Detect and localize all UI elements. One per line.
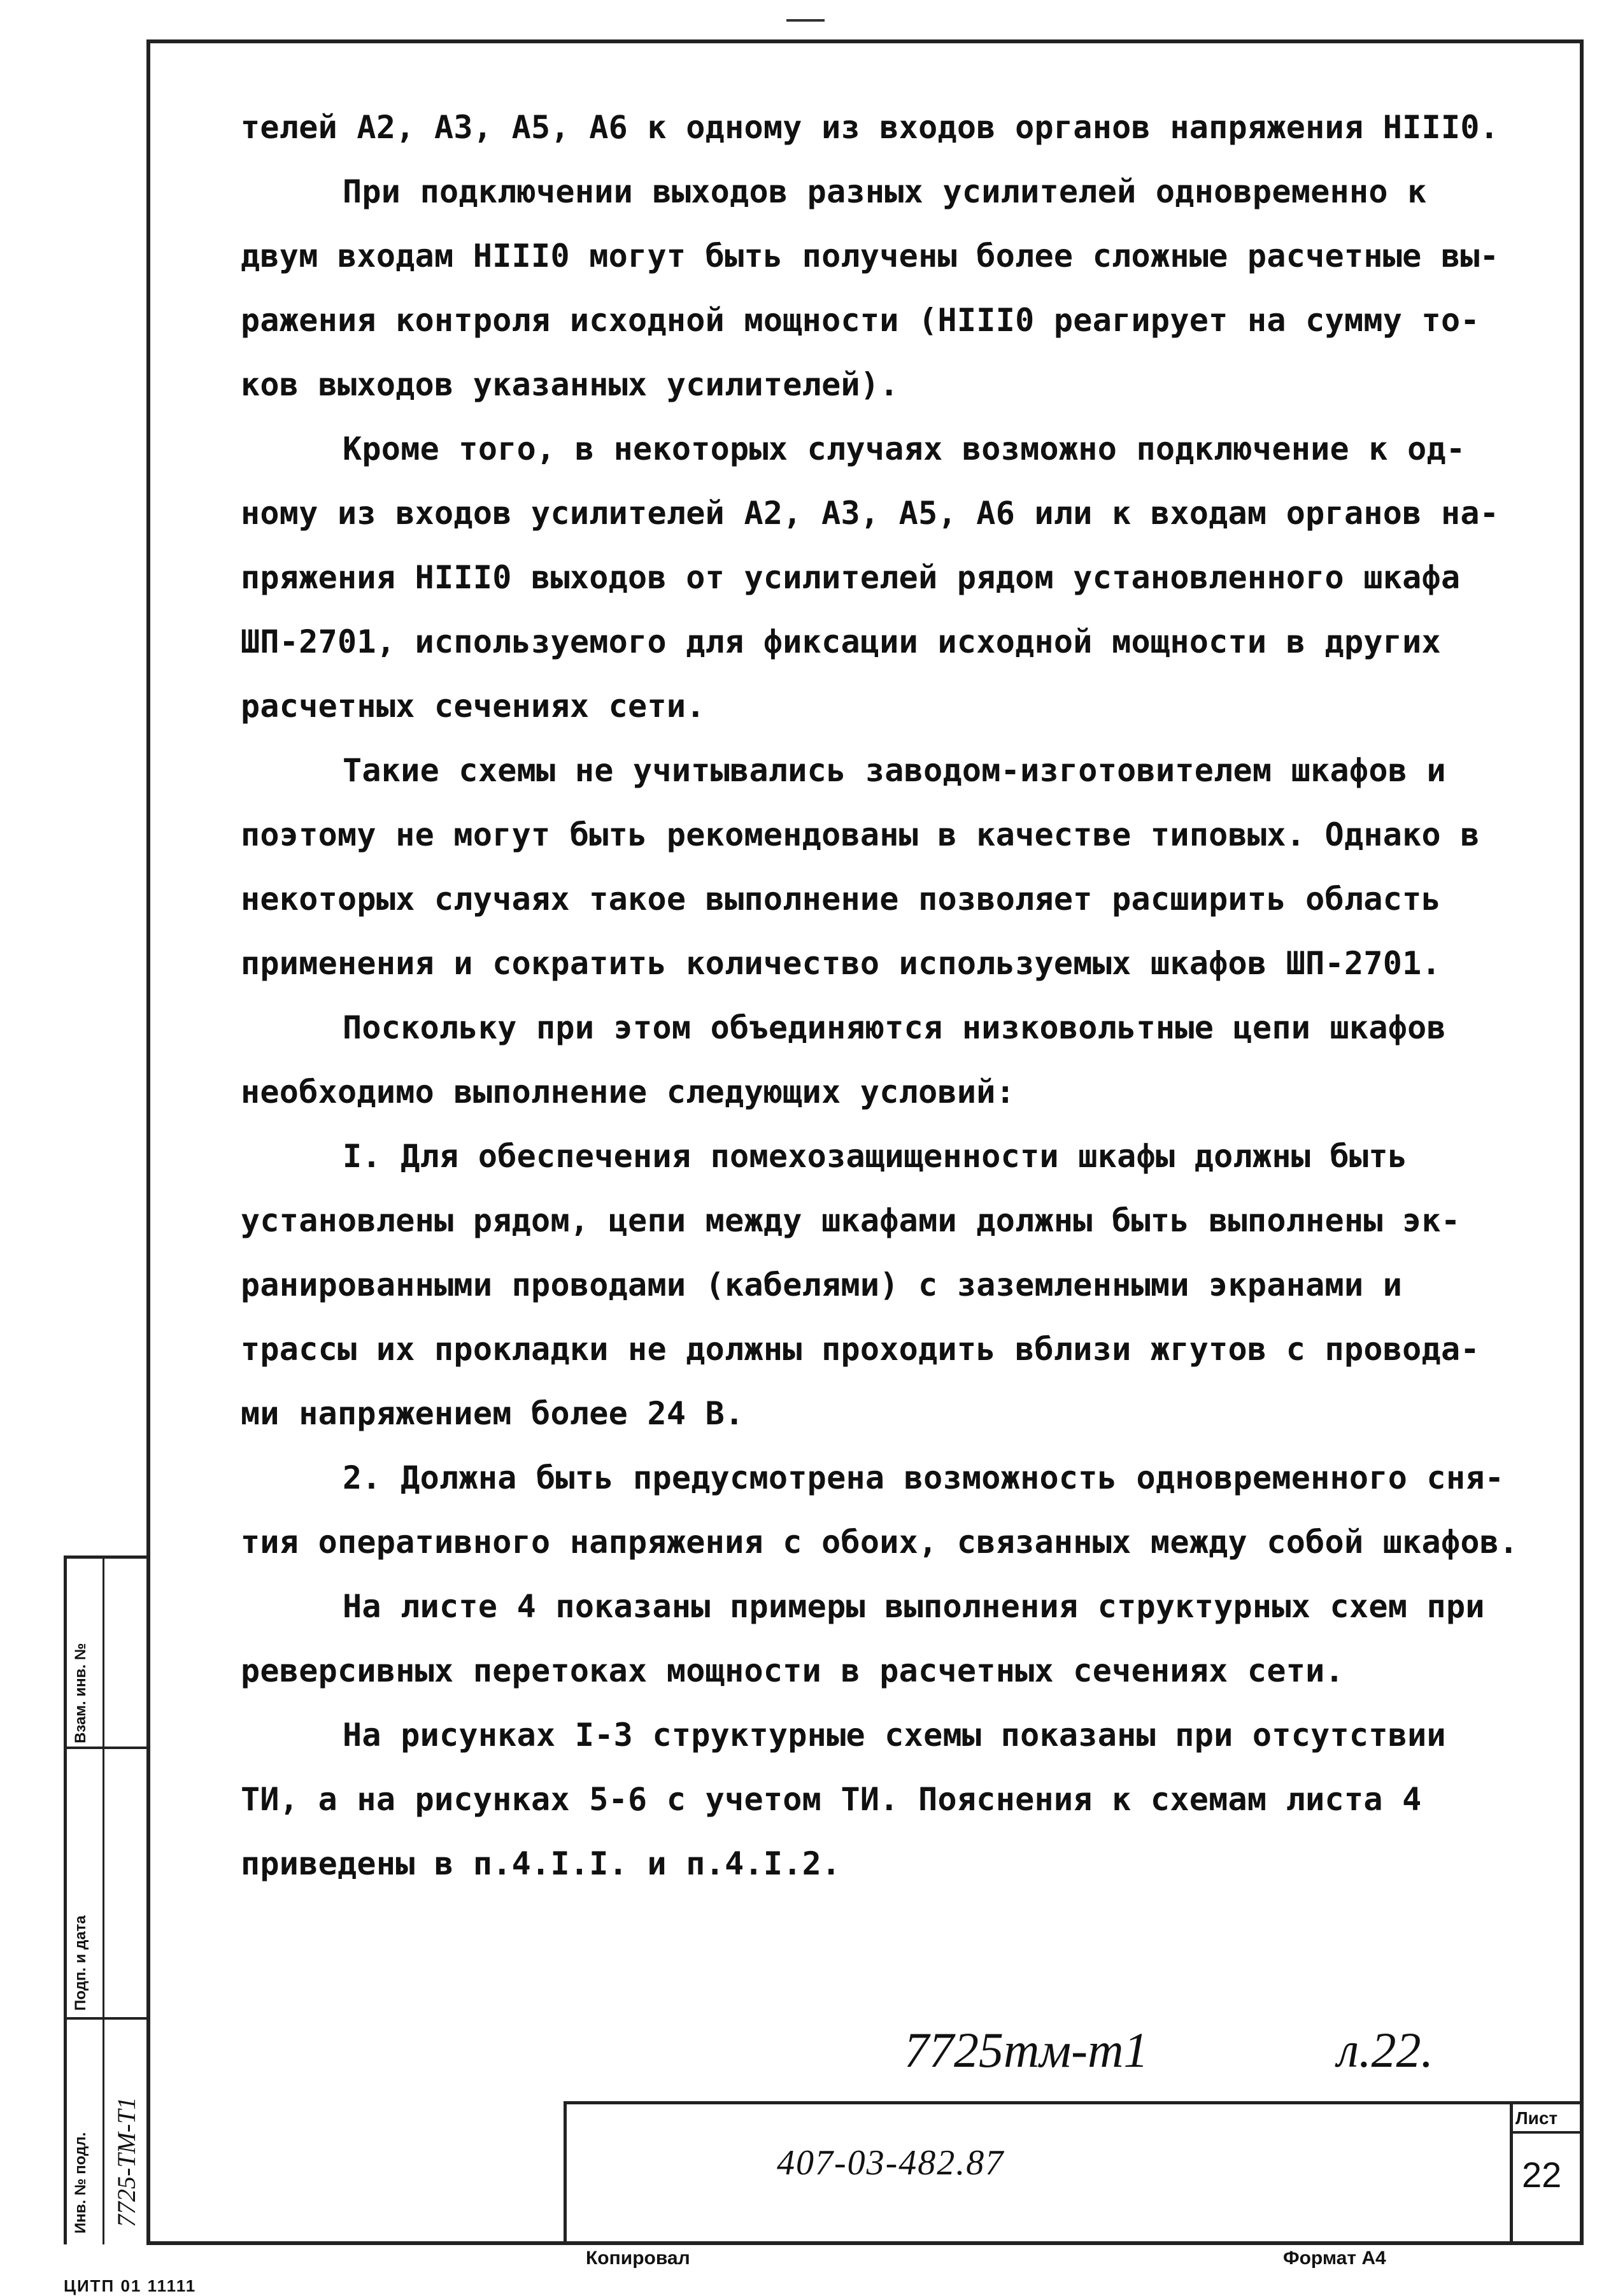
text-line: установлены рядом, цепи между шкафами должны быть выполнены эк- bbox=[241, 1202, 1461, 1239]
text-line: I. Для обеспечения помехозащищенности шкафы должны быть bbox=[343, 1138, 1408, 1175]
text-line: ному из входов усилителей А2, А3, А5, А6 или к входам органов на- bbox=[241, 495, 1500, 532]
text-line: Поскольку при этом объединяются низковольтные цепи шкафов bbox=[343, 1009, 1446, 1046]
inv-original-value: 7725-ТМ-Т1 bbox=[112, 2097, 141, 2227]
text-line: ми напряжением более 24 В. bbox=[241, 1395, 744, 1432]
top-tick-mark bbox=[786, 19, 825, 22]
text-line: ков выходов указанных усилителей). bbox=[241, 366, 899, 403]
text-line: ранированными проводами (кабелями) с заземленными экранами и bbox=[241, 1266, 1403, 1303]
text-line: реверсивных перетоках мощности в расчетных сечениях сети. bbox=[241, 1652, 1344, 1689]
text-line: поэтому не могут быть рекомендованы в качестве типовых. Однако в bbox=[241, 816, 1480, 853]
side-stamp-divider bbox=[67, 2017, 150, 2020]
text-line: ШП-2701, используемого для фиксации исходной мощности в других bbox=[241, 623, 1441, 660]
text-line: тия оперативного напряжения с обоих, связанных между собой шкафов. bbox=[241, 1524, 1519, 1561]
sheet-number: 22 bbox=[1522, 2155, 1562, 2195]
text-line: телей А2, А3, А5, А6 к одному из входов органов напряжения НIII0. bbox=[241, 109, 1500, 146]
text-line: пряжения НIII0 выходов от усилителей рядом установленного шкафа bbox=[241, 559, 1461, 596]
side-stamp-divider bbox=[67, 1747, 150, 1749]
text-line: применения и сократить количество используемых шкафов ШП-2701. bbox=[241, 945, 1441, 982]
text-line: При подключении выходов разных усилителей одновременно к bbox=[343, 173, 1427, 210]
copied-label: Копировал bbox=[586, 2248, 690, 2269]
handwritten-sheet: л.22. bbox=[1337, 2022, 1434, 2078]
inv-original-label: Инв. № подл. bbox=[72, 2132, 89, 2234]
sheet-box bbox=[1510, 2104, 1583, 2241]
text-line: На листе 4 показаны примеры выполнения структурных схем при bbox=[343, 1588, 1485, 1625]
replaced-inv-label: Взам. инв. № bbox=[72, 1643, 89, 1743]
text-line: необходимо выполнение следующих условий: bbox=[241, 1074, 1016, 1110]
sheet-label: Лист bbox=[1515, 2108, 1558, 2128]
text-line: некоторых случаях такое выполнение позволяет расширить область bbox=[241, 881, 1441, 918]
text-line: Кроме того, в некоторых случаях возможно подключение к од- bbox=[343, 430, 1466, 467]
text-line: Такие схемы не учитывались заводом-изготовителем шкафов и bbox=[343, 752, 1446, 789]
document-number: 407-03-482.87 bbox=[777, 2143, 1005, 2183]
text-line: 2. Должна быть предусмотрена возможность одновременного сня- bbox=[343, 1459, 1505, 1496]
format-label: Формат А4 bbox=[1283, 2248, 1386, 2269]
title-block bbox=[564, 2101, 1583, 2244]
text-line: На рисунках I-3 структурные схемы показаны при отсутствии bbox=[343, 1717, 1446, 1754]
text-line: приведены в п.4.I.I. и п.4.I.2. bbox=[241, 1845, 841, 1882]
text-line: ражения контроля исходной мощности (НIII0 реагирует на сумму то- bbox=[241, 302, 1480, 339]
text-line: двум входам НIII0 могут быть получены более сложные расчетные вы- bbox=[241, 237, 1500, 274]
handwritten-code: 7725тм-т1 bbox=[904, 2022, 1149, 2078]
text-line: трассы их прокладки не должны проходить вблизи жгутов с провода- bbox=[241, 1331, 1480, 1368]
document-body bbox=[241, 96, 1552, 1896]
text-line: расчетных сечениях сети. bbox=[241, 688, 706, 725]
corner-code: ЦИТП 01 11111 bbox=[64, 2276, 197, 2295]
side-stamp bbox=[64, 1555, 150, 2244]
text-line: ТИ, а на рисунках 5-6 с учетом ТИ. Пояснения к схемам листа 4 bbox=[241, 1781, 1422, 1818]
signature-date-label: Подп. и дата bbox=[72, 1915, 89, 2011]
sheet-divider bbox=[1513, 2131, 1583, 2134]
